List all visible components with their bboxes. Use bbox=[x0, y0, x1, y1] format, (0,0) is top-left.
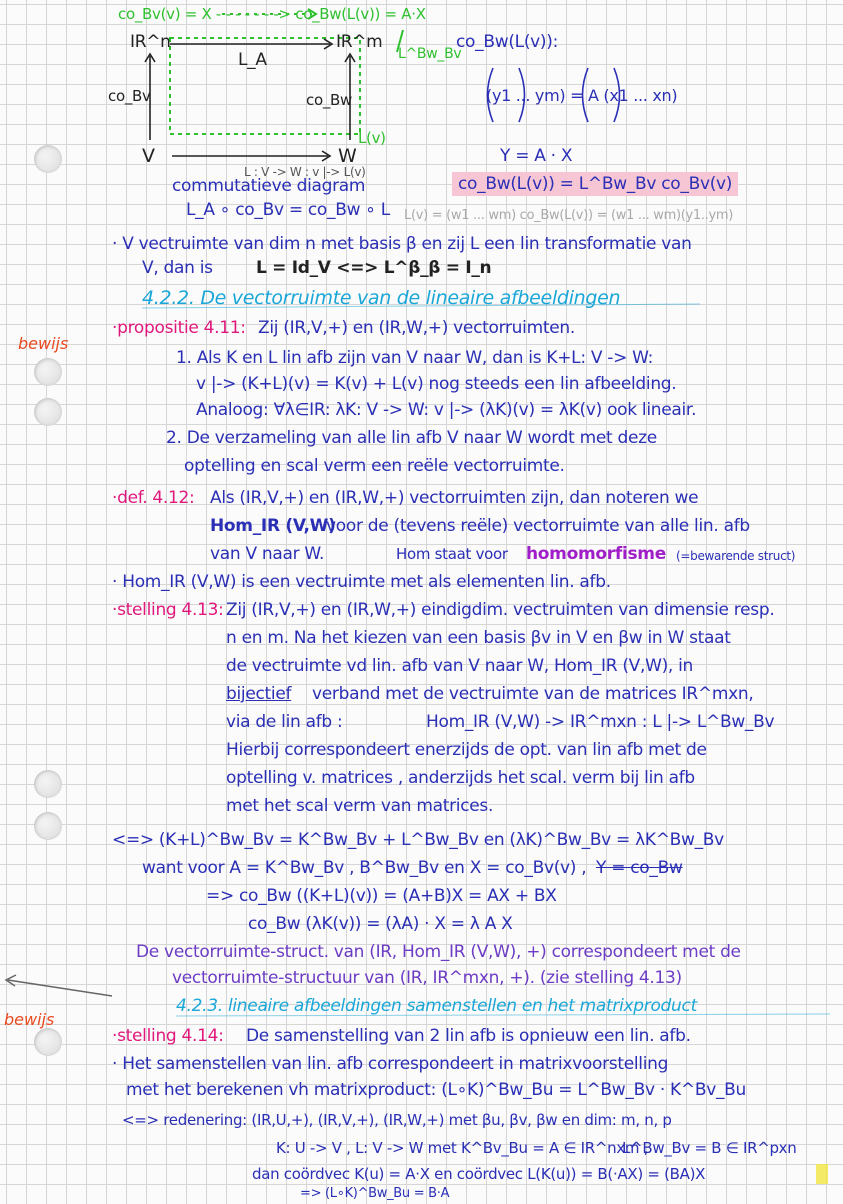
stelling-line-4: verband met de vectruimte van de matrices IR^mxn, bbox=[312, 684, 754, 704]
reasoning-line-2b: L^Bw_Bv = B ∈ IR^pxn bbox=[622, 1139, 797, 1157]
stelling-4-13-text: Zij (IR,V,+) en (IR,W,+) eindigdim. vectruimten van dimensie resp. bbox=[226, 600, 775, 620]
diagram-right-arrow-label: co_Bw bbox=[306, 91, 352, 109]
eq-line-2-crossed: Y = co_Bw bbox=[596, 858, 683, 878]
def-homomorfisme: homomorfisme bbox=[526, 544, 666, 564]
stelling-4-14-label: ·stelling 4.14: bbox=[112, 1026, 224, 1046]
reasoning-line-3: dan coördvec K(u) = A·X en coördvec L(K(u)) = B(·AX) = (BA)X bbox=[252, 1165, 706, 1183]
heading-4-2-3: 4.2.3. lineaire afbeeldingen samenstellen en het matrixproduct bbox=[176, 996, 697, 1016]
matrix-line-1: · Het samenstellen van lin. afb correspondeert in matrixvoorstelling bbox=[112, 1054, 669, 1074]
diagram-corner-bl: V bbox=[142, 145, 155, 167]
def-hom-meaning: Hom staat voor bbox=[396, 545, 508, 563]
stelling-line-8: met het scal verm van matrices. bbox=[226, 796, 494, 816]
diagram-top-label: co_Bv(v) = X - - - - - - -> co_Bw(L(v)) = A·X bbox=[118, 5, 426, 23]
stelling-line-5b: Hom_IR (V,W) -> IR^mxn : L |-> L^Bw_Bv bbox=[426, 712, 775, 732]
stelling-line-6: Hierbij correspondeert enerzijds de opt. van lin afb met de bbox=[226, 740, 707, 760]
right-gray-line: L(v) = (w1 ... wm) co_Bw(L(v)) = (w1 ... wm)(y1..ym) bbox=[404, 208, 734, 223]
right-line1: co_Bw(L(v)): bbox=[456, 32, 559, 52]
stelling-line-2: n en m. Na het kiezen van een basis βv in V en βw in W staat bbox=[226, 628, 731, 648]
prop-4-11-label: ·propositie 4.11: bbox=[112, 318, 246, 338]
hom-remark: · Hom_IR (V,W) is een vectruimte met als elementen lin. afb. bbox=[112, 572, 611, 592]
stelling-4-13-label: ·stelling 4.13: bbox=[112, 600, 224, 620]
right-matrix-eq: (y1 ... ym) = A (x1 ... xn) bbox=[486, 86, 678, 105]
def-bewarende-struct: (=bewarende struct) bbox=[676, 549, 796, 563]
stelling-line-7: optelling v. matrices , anderzijds het scal. verm bij lin afb bbox=[226, 768, 695, 788]
line-vector-space: · V vectruimte van dim n met basis β en zij L een lin transformatie van bbox=[112, 234, 692, 254]
line-vector-space-cont: V, dan is bbox=[142, 258, 213, 278]
margin-bewijs-2: bewijs bbox=[4, 1010, 55, 1029]
diagram-corner-tr: IR^m bbox=[336, 32, 383, 52]
prop-line-2: v |-> (K+L)(v) = K(v) + L(v) nog steeds een lin afbeelding. bbox=[196, 374, 677, 394]
margin-bewijs-1: bewijs bbox=[18, 334, 69, 353]
stelling-line-5a: via de lin afb : bbox=[226, 712, 343, 732]
prop-4-11-text: Zij (IR,V,+) en (IR,W,+) vectorruimten. bbox=[258, 318, 575, 338]
eq-line-4: co_Bw (λK(v)) = (λA) · X = λ A X bbox=[248, 914, 513, 934]
prop-line-5: optelling en scal verm een reële vectorruimte. bbox=[184, 456, 565, 476]
def-4-12-label: ·def. 4.12: bbox=[112, 488, 195, 508]
reasoning-line-4: => (L∘K)^Bw_Bu = B·A bbox=[300, 1186, 450, 1201]
stelling-bijectief: bijectief bbox=[226, 684, 292, 704]
prop-line-4: 2. De verzameling van alle lin afb V naar W wordt met deze bbox=[166, 428, 657, 448]
matrix-line-2: met het berekenen vh matrixproduct: (L∘K)^Bw_Bu = L^Bw_Bv · K^Bv_Bu bbox=[126, 1080, 746, 1100]
eq-line-3: => co_Bw ((K+L)(v)) = (A+B)X = AX + BX bbox=[206, 886, 557, 906]
diagram-corner-tl: IR^n bbox=[130, 32, 171, 52]
diagram-right-side-label: L(v) bbox=[358, 129, 386, 147]
prop-line-1: 1. Als K en L lin afb zijn van V naar W, dan is K+L: V -> W: bbox=[176, 348, 654, 368]
diagram-caption: commutatieve diagram bbox=[172, 176, 366, 196]
eq-line-1: <=> (K+L)^Bw_Bv = K^Bw_Bv + L^Bw_Bv en (λK)^Bw_Bv = λK^Bw_Bv bbox=[112, 830, 724, 850]
diagram-top-arrow-label: L_A bbox=[238, 50, 267, 70]
diagram-bottom-arrow-label: L : V -> W : v |-> L(v) bbox=[244, 165, 366, 179]
conclusion-line-2: vectorruimte-structuur van (IR, IR^mxn, +). (zie stelling 4.13) bbox=[172, 968, 682, 988]
reasoning-line-2a: K: U -> V , L: V -> W met K^Bv_Bu = A ∈ IR^nxm , bbox=[276, 1139, 649, 1157]
def-4-12-text: Als (IR,V,+) en (IR,W,+) vectorruimten zijn, dan noteren we bbox=[210, 488, 699, 508]
line-identity-eq: L = Id_V <=> L^β_β = I_n bbox=[256, 258, 492, 278]
stelling-4-14-text: De samenstelling van 2 lin afb is opnieuw een lin. afb. bbox=[246, 1026, 691, 1046]
def-hom-term: Hom_IR (V,W) bbox=[210, 516, 336, 536]
right-y-eq: Y = A · X bbox=[500, 146, 573, 166]
right-highlighted-eq: co_Bw(L(v)) = L^Bw_Bv co_Bv(v) bbox=[452, 172, 738, 196]
eq-line-2: want voor A = K^Bw_Bv , B^Bw_Bv en X = co_Bv(v) , bbox=[142, 858, 587, 878]
reasoning-line: <=> redenering: (IR,U,+), (IR,V,+), (IR,W,+) met βu, βv, βw en dim: m, n, p bbox=[122, 1111, 672, 1129]
prop-line-3: Analoog: ∀λ∈IR: λK: V -> W: v |-> (λK)(v) = λK(v) ook lineair. bbox=[196, 400, 697, 420]
diagram-formula: L_A ∘ co_Bv = co_Bw ∘ L bbox=[186, 200, 390, 220]
diagram-left-arrow-label: co_Bv bbox=[108, 87, 151, 105]
heading-4-2-2: 4.2.2. De vectorruimte van de lineaire afbeeldingen bbox=[142, 287, 621, 309]
diagram-corner-br: W bbox=[338, 145, 357, 167]
stelling-line-3: de vectruimte vd lin. afb van V naar W, Hom_IR (V,W), in bbox=[226, 656, 694, 676]
conclusion-line-1: De vectorruimte-struct. van (IR, Hom_IR (V,W), +) correspondeert met de bbox=[136, 942, 741, 962]
def-line-3: van V naar W. bbox=[210, 544, 325, 564]
def-line-2: voor de (tevens reële) vectorruimte van alle lin. afb bbox=[326, 516, 750, 536]
diagram-side-note: L^Bw_Bv bbox=[398, 46, 462, 62]
